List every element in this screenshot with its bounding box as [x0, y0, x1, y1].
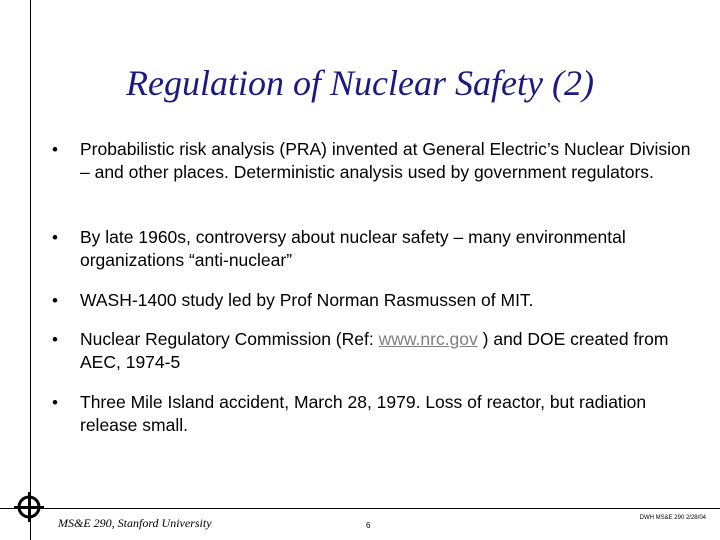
bullet-text-after-link: ) and DOE created from AEC, 1974-5 [80, 329, 669, 372]
nrc-link[interactable]: www.nrc.gov [378, 329, 478, 349]
horizontal-rule [0, 508, 720, 509]
footer-author-date: DWH MS&E 290 2/28/04 [639, 515, 706, 521]
bullet-item [50, 328, 700, 374]
bullet-text: Three Mile Island accident, March 28, 1979. Loss of reactor, but radiation release small. [80, 392, 647, 435]
bullet-item [50, 289, 534, 312]
bullet-text: By late 1960s, controversy about nuclear safety – many environmental organizations “anti-nuclear” [80, 227, 626, 270]
slide-title: Regulation of Nuclear Safety (2) [126, 63, 594, 103]
bullet-text: WASH-1400 study led by Prof Norman Rasmussen of MIT. [80, 290, 534, 310]
crosshair-logo-icon [14, 492, 44, 522]
bullet-dot: • [52, 393, 58, 412]
footer-course: MS&E 290, Stanford University [58, 516, 212, 530]
bullet-dot: • [52, 140, 58, 159]
page-number: 6 [366, 521, 371, 530]
bullet-text: Probabilistic risk analysis (PRA) invented at General Electric’s Nuclear Division – and other places. Deterministic analysis used by government regulators. [80, 139, 691, 182]
bullet-item [50, 226, 700, 272]
bullet-text-before-link: Nuclear Regulatory Commission (Ref: [80, 329, 379, 349]
bullet-dot: • [52, 330, 58, 349]
bullet-item [50, 138, 700, 184]
bullet-dot: • [52, 228, 58, 247]
bullet-item [50, 391, 700, 437]
bullet-dot: • [52, 291, 58, 310]
